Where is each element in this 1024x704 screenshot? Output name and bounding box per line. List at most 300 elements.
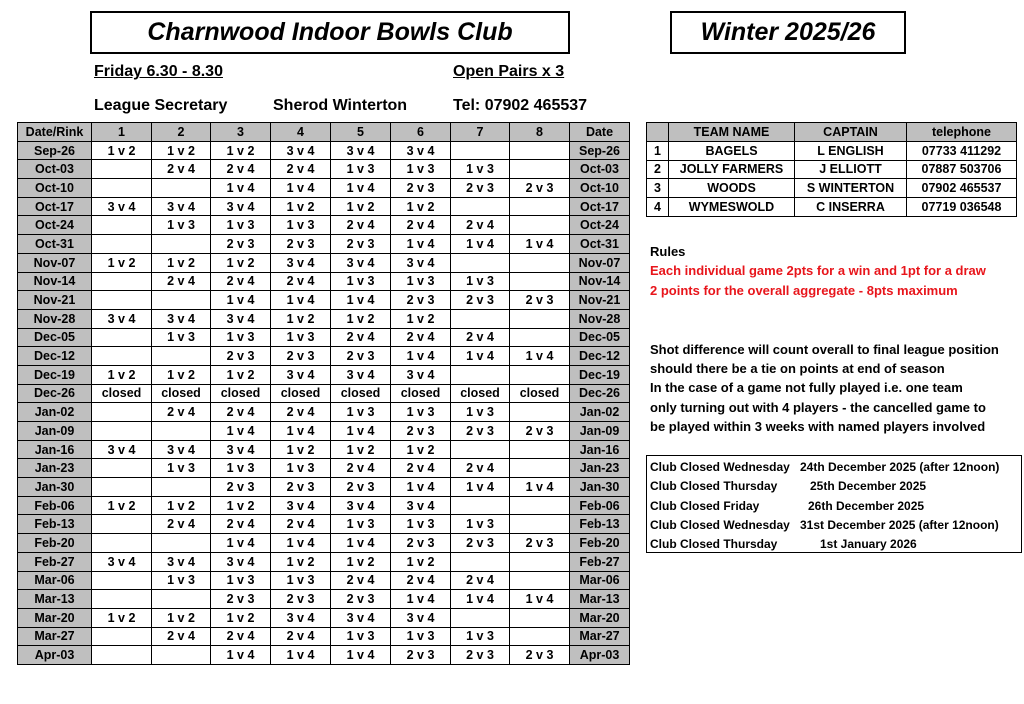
match-cell: 2 v 4 (152, 515, 211, 534)
match-cell (510, 608, 570, 627)
match-cell: 1 v 3 (451, 272, 510, 291)
match-cell: 1 v 4 (391, 235, 451, 254)
match-cell (92, 646, 152, 665)
match-cell (92, 403, 152, 422)
date-cell: Oct-10 (18, 179, 92, 198)
match-cell: 1 v 2 (271, 197, 331, 216)
date-cell: Sep-26 (18, 141, 92, 160)
closure-date: 1st January 2026 (820, 537, 917, 551)
fixture-row (18, 590, 630, 609)
match-cell: 1 v 2 (211, 608, 271, 627)
team-number: 1 (647, 141, 669, 160)
match-cell: 2 v 3 (331, 590, 391, 609)
date-cell: Dec-05 (18, 328, 92, 347)
match-cell: 1 v 2 (391, 440, 451, 459)
match-cell (510, 459, 570, 478)
match-cell (152, 646, 211, 665)
team-row (647, 198, 1017, 217)
match-cell: 1 v 3 (331, 272, 391, 291)
team-number: 3 (647, 179, 669, 198)
match-cell: 1 v 4 (510, 347, 570, 366)
date-cell: Jan-02 (18, 403, 92, 422)
date-cell: Feb-27 (570, 552, 630, 571)
match-cell (92, 590, 152, 609)
match-cell: 3 v 4 (152, 440, 211, 459)
match-cell: 1 v 2 (331, 197, 391, 216)
match-cell: 1 v 3 (331, 515, 391, 534)
match-cell (92, 179, 152, 198)
match-cell: 3 v 4 (331, 253, 391, 272)
match-cell: 2 v 3 (271, 590, 331, 609)
match-cell: 2 v 4 (451, 216, 510, 235)
rules-heading: Rules (650, 244, 686, 259)
match-cell (510, 309, 570, 328)
date-cell: Nov-14 (570, 272, 630, 291)
match-cell: 2 v 4 (271, 403, 331, 422)
captain-header: CAPTAIN (795, 123, 907, 142)
date-cell: Dec-19 (18, 365, 92, 384)
match-cell (92, 347, 152, 366)
match-cell: 3 v 4 (271, 608, 331, 627)
fixture-row (18, 347, 630, 366)
match-cell: 1 v 3 (391, 272, 451, 291)
match-cell: 3 v 4 (331, 141, 391, 160)
match-cell (510, 328, 570, 347)
telephone-number: 07733 411292 (907, 141, 1017, 160)
fixture-row (18, 515, 630, 534)
fixture-row (18, 328, 630, 347)
match-cell (510, 160, 570, 179)
match-cell: 2 v 3 (510, 534, 570, 553)
date-cell: Mar-13 (18, 590, 92, 609)
match-cell: 1 v 4 (271, 422, 331, 441)
match-cell (510, 365, 570, 384)
date-cell: Mar-06 (18, 571, 92, 590)
date-cell: Mar-27 (18, 627, 92, 646)
match-cell: 2 v 4 (451, 459, 510, 478)
match-cell: 2 v 3 (331, 235, 391, 254)
date-cell: Feb-20 (18, 534, 92, 553)
match-cell: 2 v 4 (391, 216, 451, 235)
closure-day: Club Closed Thursday (650, 479, 778, 493)
match-cell: closed (271, 384, 331, 403)
match-cell: 2 v 3 (211, 590, 271, 609)
match-cell: closed (510, 384, 570, 403)
match-cell: 1 v 3 (211, 328, 271, 347)
match-cell: 2 v 4 (152, 627, 211, 646)
match-cell: 3 v 4 (271, 253, 331, 272)
date-cell: Jan-23 (18, 459, 92, 478)
match-cell: 1 v 2 (92, 253, 152, 272)
match-cell: closed (92, 384, 152, 403)
match-cell: 3 v 4 (331, 608, 391, 627)
rink-header: 3 (211, 123, 271, 142)
team-name: JOLLY FARMERS (669, 160, 795, 179)
fixture-row (18, 197, 630, 216)
match-cell (510, 403, 570, 422)
match-cell (510, 216, 570, 235)
match-cell: 1 v 2 (211, 141, 271, 160)
date-cell: Feb-06 (18, 496, 92, 515)
match-cell (92, 216, 152, 235)
match-cell: 2 v 4 (391, 328, 451, 347)
date-cell: Nov-14 (18, 272, 92, 291)
match-cell (92, 160, 152, 179)
match-cell (451, 141, 510, 160)
match-cell: 2 v 4 (211, 403, 271, 422)
match-cell: 1 v 4 (451, 235, 510, 254)
match-cell: 2 v 3 (510, 646, 570, 665)
match-cell: 1 v 3 (391, 403, 451, 422)
date-cell: Jan-30 (18, 478, 92, 497)
team-name: BAGELS (669, 141, 795, 160)
match-cell: 1 v 4 (211, 179, 271, 198)
match-cell: 2 v 4 (331, 571, 391, 590)
match-cell: 3 v 4 (152, 309, 211, 328)
fixture-row (18, 141, 630, 160)
team-number: 4 (647, 198, 669, 217)
date-cell: Oct-24 (18, 216, 92, 235)
match-cell: 1 v 2 (152, 253, 211, 272)
note-line: be played within 3 weeks with named players involved (650, 419, 986, 434)
match-cell: 3 v 4 (271, 365, 331, 384)
match-cell: 2 v 3 (391, 422, 451, 441)
match-cell: 2 v 4 (451, 571, 510, 590)
closure-day: Club Closed Thursday (650, 537, 778, 551)
match-cell: 1 v 2 (271, 440, 331, 459)
fixture-row (18, 496, 630, 515)
match-cell: 1 v 3 (451, 515, 510, 534)
date-cell: Feb-13 (570, 515, 630, 534)
closure-date: 31st December 2025 (after 12noon) (800, 518, 999, 532)
date-cell: Nov-07 (570, 253, 630, 272)
date-cell: Jan-30 (570, 478, 630, 497)
closures-box (646, 455, 1022, 553)
fixture-row (18, 272, 630, 291)
match-cell (451, 608, 510, 627)
fixture-row (18, 365, 630, 384)
date-cell: Nov-28 (18, 309, 92, 328)
match-cell: 3 v 4 (92, 440, 152, 459)
match-cell: 2 v 4 (211, 515, 271, 534)
fixture-row (18, 627, 630, 646)
date-cell: Dec-12 (18, 347, 92, 366)
date-cell: Mar-20 (18, 608, 92, 627)
date-cell: Feb-13 (18, 515, 92, 534)
match-cell: 1 v 2 (211, 253, 271, 272)
fixture-row (18, 384, 630, 403)
match-cell: 1 v 3 (451, 160, 510, 179)
match-cell: 2 v 4 (271, 515, 331, 534)
closure-day: Club Closed Wednesday (650, 518, 790, 532)
date-cell: Feb-06 (570, 496, 630, 515)
match-cell: 1 v 4 (391, 590, 451, 609)
match-cell: 2 v 3 (391, 291, 451, 310)
match-cell: 3 v 4 (391, 253, 451, 272)
match-cell: 1 v 4 (271, 534, 331, 553)
match-cell: 1 v 3 (331, 627, 391, 646)
match-cell: 2 v 4 (451, 328, 510, 347)
match-cell: 2 v 3 (510, 179, 570, 198)
rule-line: 2 points for the overall aggregate - 8pts maximum (650, 283, 958, 298)
telephone-header: telephone (907, 123, 1017, 142)
match-cell: 3 v 4 (331, 496, 391, 515)
match-cell: 1 v 4 (510, 235, 570, 254)
date-header: Date (570, 123, 630, 142)
format-label: Open Pairs x 3 (453, 63, 565, 80)
match-cell: 1 v 2 (331, 440, 391, 459)
match-cell: 2 v 3 (331, 478, 391, 497)
date-cell: Jan-23 (570, 459, 630, 478)
match-cell: 2 v 3 (451, 646, 510, 665)
match-cell: 1 v 4 (451, 478, 510, 497)
match-cell (451, 309, 510, 328)
match-cell: 2 v 4 (271, 160, 331, 179)
secretary-label: League Secretary (94, 97, 228, 114)
closure-day: Club Closed Friday (650, 499, 760, 513)
team-row (647, 179, 1017, 198)
match-cell: 1 v 2 (391, 197, 451, 216)
date-cell: Oct-17 (570, 197, 630, 216)
date-cell: Oct-17 (18, 197, 92, 216)
match-cell: 1 v 2 (152, 365, 211, 384)
match-cell: 1 v 4 (271, 179, 331, 198)
closure-date: 26th December 2025 (808, 499, 925, 513)
match-cell: 2 v 4 (331, 459, 391, 478)
rink-header: 1 (92, 123, 152, 142)
match-cell: 2 v 4 (331, 328, 391, 347)
match-cell (510, 272, 570, 291)
match-cell: closed (211, 384, 271, 403)
match-cell: 1 v 4 (391, 347, 451, 366)
fixture-row (18, 403, 630, 422)
match-cell (510, 496, 570, 515)
captain-name: J ELLIOTT (795, 160, 907, 179)
captain-name: C INSERRA (795, 198, 907, 217)
match-cell: 1 v 4 (331, 422, 391, 441)
match-cell: 2 v 4 (391, 571, 451, 590)
match-cell: 1 v 2 (391, 309, 451, 328)
match-cell: 1 v 3 (391, 627, 451, 646)
date-cell: Jan-09 (570, 422, 630, 441)
match-cell: 2 v 4 (331, 216, 391, 235)
match-cell: 1 v 3 (152, 571, 211, 590)
match-cell: 2 v 4 (152, 272, 211, 291)
team-name: WOODS (669, 179, 795, 198)
team-row (647, 160, 1017, 179)
team-name: WYMESWOLD (669, 198, 795, 217)
team-row (647, 141, 1017, 160)
match-cell (510, 627, 570, 646)
date-cell: Nov-07 (18, 253, 92, 272)
match-cell: 3 v 4 (271, 496, 331, 515)
match-cell: 2 v 3 (391, 646, 451, 665)
match-cell: 1 v 2 (391, 552, 451, 571)
match-cell: 3 v 4 (391, 608, 451, 627)
match-cell (510, 141, 570, 160)
match-cell: 1 v 4 (271, 291, 331, 310)
match-cell: 2 v 4 (152, 403, 211, 422)
date-cell: Nov-28 (570, 309, 630, 328)
match-cell (510, 552, 570, 571)
date-cell: Mar-20 (570, 608, 630, 627)
match-cell (152, 590, 211, 609)
fixture-row (18, 216, 630, 235)
match-cell: 2 v 4 (211, 272, 271, 291)
match-cell: 2 v 3 (271, 478, 331, 497)
match-cell: 1 v 4 (331, 646, 391, 665)
match-cell: 1 v 3 (271, 328, 331, 347)
match-cell: 1 v 2 (152, 608, 211, 627)
fixture-row (18, 160, 630, 179)
match-cell: 2 v 3 (451, 291, 510, 310)
match-cell (92, 328, 152, 347)
match-cell: 1 v 4 (510, 478, 570, 497)
fixture-row (18, 440, 630, 459)
match-cell (451, 253, 510, 272)
match-cell (510, 440, 570, 459)
match-cell: 2 v 4 (211, 160, 271, 179)
match-cell: 1 v 2 (331, 552, 391, 571)
match-cell: 3 v 4 (391, 496, 451, 515)
match-cell: 3 v 4 (92, 552, 152, 571)
match-cell: 1 v 3 (451, 403, 510, 422)
date-cell: Apr-03 (570, 646, 630, 665)
rink-header: 2 (152, 123, 211, 142)
match-cell (152, 347, 211, 366)
match-cell: 2 v 3 (211, 347, 271, 366)
match-cell (510, 253, 570, 272)
telephone-number: 07719 036548 (907, 198, 1017, 217)
match-cell (510, 515, 570, 534)
note-line: only turning out with 4 players - the cancelled game to (650, 400, 986, 415)
match-cell: 3 v 4 (92, 309, 152, 328)
rink-header: 6 (391, 123, 451, 142)
date-cell: Mar-27 (570, 627, 630, 646)
fixture-row (18, 552, 630, 571)
fixture-row (18, 179, 630, 198)
match-cell (451, 496, 510, 515)
match-cell: closed (152, 384, 211, 403)
match-cell: 1 v 2 (271, 552, 331, 571)
match-cell: closed (331, 384, 391, 403)
team-number-header (647, 123, 669, 142)
match-cell: 3 v 4 (211, 197, 271, 216)
match-cell: 3 v 4 (331, 365, 391, 384)
match-cell: 2 v 3 (451, 422, 510, 441)
teams-table (646, 122, 1017, 217)
match-cell: 1 v 4 (331, 534, 391, 553)
closure-day: Club Closed Wednesday (650, 460, 790, 474)
rink-header: 7 (451, 123, 510, 142)
match-cell: 3 v 4 (271, 141, 331, 160)
match-cell: 1 v 4 (391, 478, 451, 497)
date-rink-header: Date/Rink (18, 123, 92, 142)
match-cell (152, 235, 211, 254)
date-cell: Sep-26 (570, 141, 630, 160)
match-cell (92, 571, 152, 590)
match-cell: 1 v 4 (211, 534, 271, 553)
match-cell (152, 179, 211, 198)
match-cell (152, 478, 211, 497)
match-cell: 1 v 3 (271, 459, 331, 478)
date-cell: Dec-05 (570, 328, 630, 347)
note-line: Shot difference will count overall to final league position (650, 342, 999, 357)
match-cell: 1 v 4 (451, 347, 510, 366)
match-cell: 1 v 2 (92, 608, 152, 627)
match-cell: 1 v 4 (211, 422, 271, 441)
fixture-row (18, 253, 630, 272)
match-cell: 2 v 3 (271, 347, 331, 366)
match-cell (451, 440, 510, 459)
match-cell: 1 v 3 (331, 160, 391, 179)
fixture-row (18, 291, 630, 310)
date-cell: Feb-27 (18, 552, 92, 571)
note-line: should there be a tie on points at end of season (650, 361, 945, 376)
match-cell: 1 v 4 (451, 590, 510, 609)
match-cell: 1 v 4 (331, 291, 391, 310)
session-label: Friday 6.30 - 8.30 (94, 63, 223, 80)
match-cell (92, 627, 152, 646)
match-cell: 3 v 4 (211, 552, 271, 571)
match-cell (92, 291, 152, 310)
date-cell: Jan-09 (18, 422, 92, 441)
date-cell: Jan-16 (18, 440, 92, 459)
match-cell: 2 v 3 (510, 422, 570, 441)
match-cell: 2 v 3 (211, 478, 271, 497)
match-cell (92, 515, 152, 534)
rink-header: 5 (331, 123, 391, 142)
fixture-row (18, 571, 630, 590)
match-cell: 1 v 3 (271, 571, 331, 590)
match-cell: 1 v 3 (271, 216, 331, 235)
fixture-row (18, 422, 630, 441)
match-cell: 1 v 2 (92, 141, 152, 160)
match-cell: 3 v 4 (152, 552, 211, 571)
match-cell: 2 v 3 (451, 534, 510, 553)
match-cell: 2 v 3 (510, 291, 570, 310)
closure-date: 24th December 2025 (after 12noon) (800, 460, 1000, 474)
match-cell: 1 v 3 (152, 328, 211, 347)
date-cell: Oct-31 (18, 235, 92, 254)
match-cell: 1 v 3 (451, 627, 510, 646)
club-title: Charnwood Indoor Bowls Club (90, 11, 570, 54)
fixture-row (18, 646, 630, 665)
match-cell: 1 v 3 (152, 216, 211, 235)
match-cell: 1 v 3 (391, 515, 451, 534)
match-cell: 2 v 3 (391, 534, 451, 553)
match-cell (92, 459, 152, 478)
match-cell (510, 571, 570, 590)
match-cell: closed (451, 384, 510, 403)
match-cell: 3 v 4 (391, 141, 451, 160)
match-cell: 1 v 2 (271, 309, 331, 328)
match-cell: 1 v 2 (152, 141, 211, 160)
fixture-table (17, 122, 630, 665)
date-cell: Dec-26 (570, 384, 630, 403)
match-cell (92, 235, 152, 254)
match-cell: 2 v 4 (271, 272, 331, 291)
match-cell: 1 v 3 (391, 160, 451, 179)
match-cell: 3 v 4 (211, 440, 271, 459)
rink-header: 4 (271, 123, 331, 142)
fixture-row (18, 478, 630, 497)
date-cell: Jan-02 (570, 403, 630, 422)
date-cell: Oct-31 (570, 235, 630, 254)
match-cell: 1 v 2 (152, 496, 211, 515)
fixture-row (18, 534, 630, 553)
match-cell (451, 365, 510, 384)
